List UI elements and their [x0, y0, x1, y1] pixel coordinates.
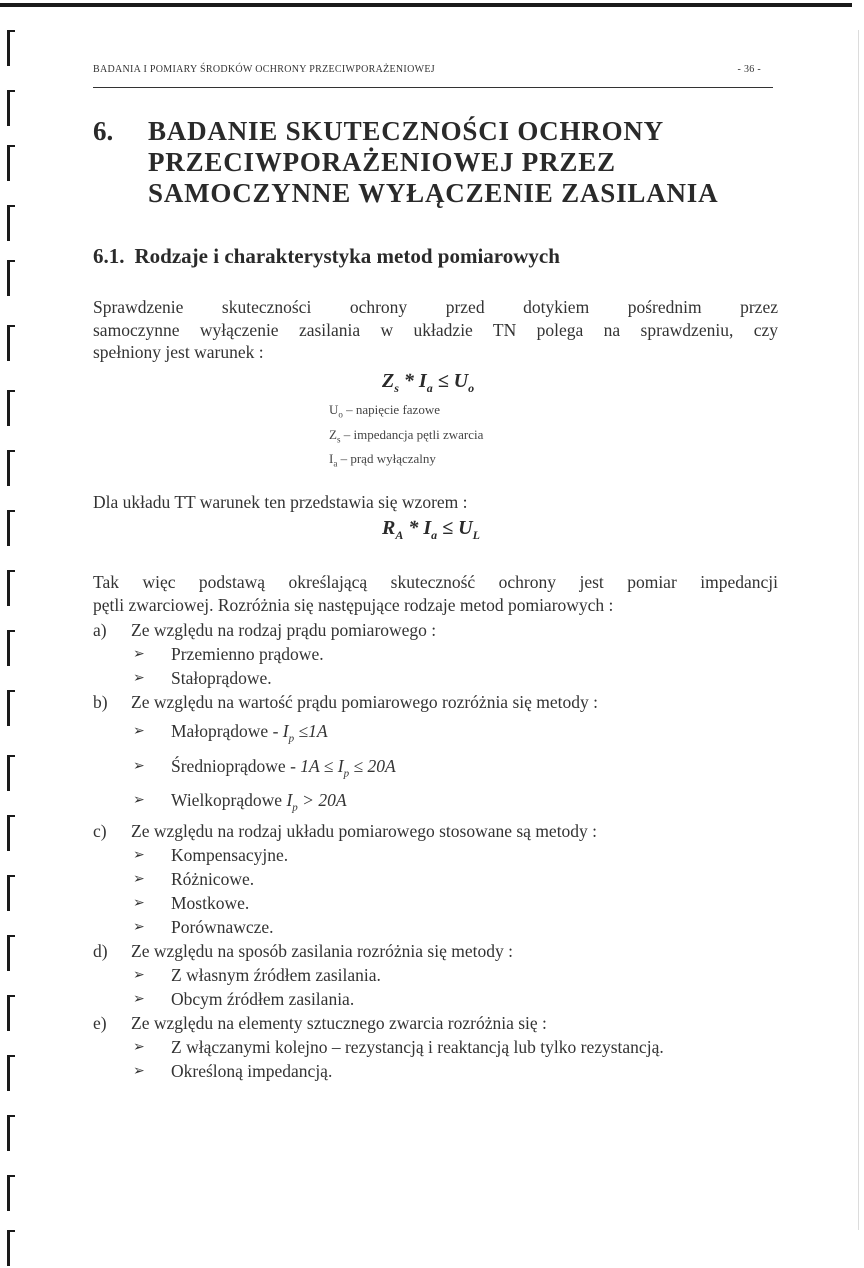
binding-mark — [4, 1055, 14, 1091]
section-number: 6.1. — [93, 244, 125, 268]
binding-mark — [4, 630, 14, 666]
legend-item: $Z_s$ – impedancja pętli zwarcia — [329, 426, 484, 445]
chapter-title — [148, 116, 718, 209]
arrow-bullet-icon: ➢ — [133, 671, 145, 686]
paragraph-line: pętli zwarciowej. Rozróżnia się następujące rodzaje metod pomiarowych : — [93, 594, 614, 615]
arrow-bullet-icon: ➢ — [133, 992, 145, 1007]
paragraph-line: samoczynne wyłączenie zasilania w układzie TN polega na sprawdzeniu, czy — [93, 319, 778, 340]
binding-mark — [4, 995, 14, 1031]
arrow-bullet-icon: ➢ — [133, 968, 145, 983]
chapter-title-line: BADANIE SKUTECZNOŚCI OCHRONY — [148, 116, 664, 146]
header-rule — [93, 87, 773, 88]
arrow-bullet-icon: ➢ — [133, 793, 145, 808]
binding-mark — [4, 935, 14, 971]
running-header — [93, 64, 761, 75]
arrow-bullet-icon: ➢ — [133, 647, 145, 662]
page-number: - 36 - — [737, 64, 761, 75]
binding-mark — [4, 875, 14, 911]
formula-tn: $Z_s * I_a \le U_o$ — [382, 370, 475, 395]
arrow-bullet-icon: ➢ — [133, 1040, 145, 1055]
paragraph-line: Tak więc podstawą określającą skuteczność ochrony jest pomiar impedancji — [93, 572, 778, 592]
arrow-bullet-icon: ➢ — [133, 896, 145, 911]
binding-marks — [4, 20, 18, 1265]
formula-legend — [329, 400, 483, 474]
legend-item: $I_a$ – prąd wyłączalny — [329, 451, 436, 469]
intro-paragraph — [93, 296, 778, 364]
arrow-bullet-icon: ➢ — [133, 848, 145, 863]
binding-mark — [4, 690, 14, 726]
page-right-edge — [858, 30, 859, 1230]
top-scan-border — [0, 3, 852, 7]
arrow-bullet-icon: ➢ — [133, 724, 145, 739]
binding-mark — [4, 570, 14, 606]
chapter-number: 6. — [93, 116, 114, 146]
chapter-title-line: PRZECIWPORAŻENIOWEJ PRZEZ — [148, 147, 616, 177]
binding-mark — [4, 205, 14, 241]
arrow-bullet-icon: ➢ — [133, 759, 145, 774]
arrow-bullet-icon: ➢ — [133, 872, 145, 887]
binding-mark — [4, 30, 14, 66]
binding-mark — [4, 815, 14, 851]
paragraph-line: Sprawdzenie skuteczności ochrony przed dotykiem pośrednim przez — [93, 297, 778, 317]
arrow-bullet-icon: ➢ — [133, 1064, 145, 1079]
chapter-title-line: SAMOCZYNNE WYŁĄCZENIE ZASILANIA — [148, 178, 719, 208]
summary-paragraph — [93, 571, 778, 616]
section-heading — [93, 244, 560, 269]
running-title: BADANIA I POMIARY ŚRODKÓW OCHRONY PRZECIWPORAŻENIOWEJ — [93, 64, 435, 75]
binding-mark — [4, 90, 14, 126]
binding-mark — [4, 1230, 14, 1266]
binding-mark — [4, 145, 14, 181]
binding-mark — [4, 1175, 14, 1211]
binding-mark — [4, 450, 14, 486]
binding-mark — [4, 510, 14, 546]
binding-mark — [4, 755, 14, 791]
tt-paragraph: Dla układu TT warunek ten przedstawia się wzorem : — [93, 492, 468, 512]
legend-item: $U_o$ – napięcie fazowe — [329, 402, 440, 420]
arrow-bullet-icon: ➢ — [133, 920, 145, 935]
binding-mark — [4, 390, 14, 426]
binding-mark — [4, 260, 14, 296]
section-title: Rodzaje i charakterystyka metod pomiarowych — [134, 244, 560, 268]
binding-mark — [4, 325, 14, 361]
binding-mark — [4, 1115, 14, 1151]
paragraph-line: spełniony jest warunek : — [93, 342, 264, 362]
formula-tt: $R_A * I_a \le U_L$ — [382, 517, 480, 542]
